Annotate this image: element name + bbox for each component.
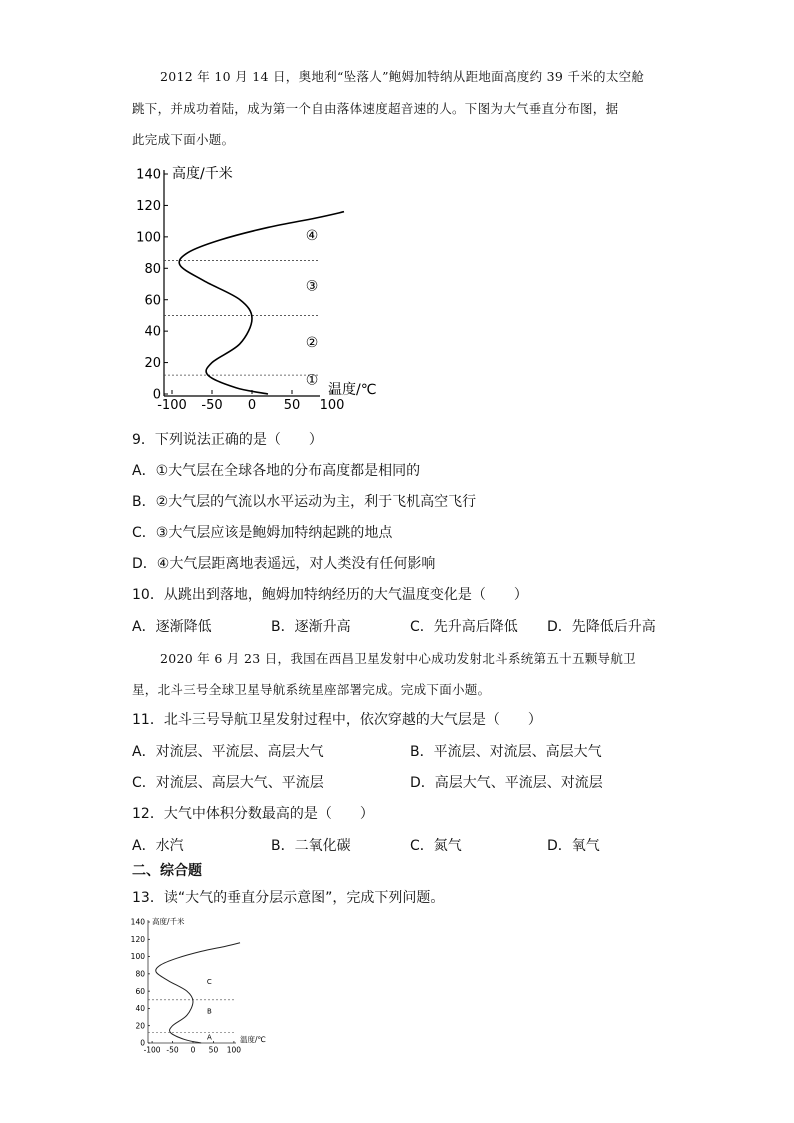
layer-label: A <box>206 1033 212 1042</box>
layer-label: B <box>206 1007 212 1016</box>
y-tick-label: 60 <box>144 293 161 309</box>
q12-option-c[interactable]: C．氮气 <box>410 838 462 854</box>
y-tick-label: 0 <box>140 1038 145 1048</box>
q9-stem: 9．下列说法正确的是（ ） <box>132 432 323 448</box>
layer-label: C <box>206 978 212 987</box>
x-tick-label: 0 <box>247 398 257 410</box>
x-tick-label: 0 <box>190 1045 196 1054</box>
temperature-curve <box>179 212 344 394</box>
y-tick-label: 80 <box>135 969 145 979</box>
x-axis-label: 温度/℃ <box>328 382 377 398</box>
y-tick-label: 100 <box>136 230 161 246</box>
q10-stem: 10．从跳出到落地，鲍姆加特纳经历的大气温度变化是（ ） <box>132 587 528 603</box>
x-tick-label: -50 <box>166 1045 179 1054</box>
q9-option-d[interactable]: D．④大气层距离地表遥远，对人类没有任何影响 <box>132 556 436 572</box>
layer-label: ② <box>305 334 319 351</box>
q9-option-a[interactable]: A．①大气层在全球各地的分布高度都是相同的 <box>132 463 421 479</box>
q9-option-b[interactable]: B．②大气层的气流以水平运动为主，利于飞机高空飞行 <box>132 494 477 510</box>
x-tick-label: -100 <box>143 1045 161 1054</box>
q11-option-b[interactable]: B．平流层、对流层、高层大气 <box>410 744 602 760</box>
temperature-curve <box>156 943 240 1043</box>
q10-option-a[interactable]: A．逐渐降低 <box>132 619 212 635</box>
section-heading: 二、综合题 <box>132 863 202 879</box>
q11-stem: 11．北斗三号导航卫星发射过程中，依次穿越的大气层是（ ） <box>132 712 542 728</box>
q9-option-c[interactable]: C．③大气层应该是鲍姆加特纳起跳的地点 <box>132 525 393 541</box>
y-axis-label: 高度/千米 <box>152 917 185 926</box>
q11-option-a[interactable]: A．对流层、平流层、高层大气 <box>132 744 324 760</box>
q12-option-a[interactable]: A．水汽 <box>132 838 184 854</box>
q11-option-c[interactable]: C．对流层、高层大气、平流层 <box>132 775 324 791</box>
x-tick-label: -100 <box>157 398 187 410</box>
y-axis-label: 高度/千米 <box>172 166 233 182</box>
y-tick-label: 80 <box>144 261 161 277</box>
intro1-line1: 2012 年 10 月 14 日，奥地利“坠落人”鲍姆加特纳从距地面高度约 39 千米的太空舱 <box>160 69 645 84</box>
atmosphere-vertical-chart-2 <box>128 912 278 1054</box>
q10-option-d[interactable]: D．先降低后升高 <box>547 619 656 635</box>
y-tick-label: 40 <box>135 1004 145 1014</box>
q12-option-d[interactable]: D．氧气 <box>547 838 600 854</box>
x-tick-label: -50 <box>201 398 223 410</box>
layer-label: ① <box>305 372 319 389</box>
y-tick-label: 120 <box>130 934 145 944</box>
y-tick-label: 100 <box>130 952 145 962</box>
y-tick-label: 20 <box>144 356 161 372</box>
x-tick-label: 50 <box>208 1045 219 1054</box>
q10-option-b[interactable]: B．逐渐升高 <box>271 619 351 635</box>
q11-option-d[interactable]: D．高层大气、平流层、对流层 <box>410 775 603 791</box>
q12-stem: 12．大气中体积分数最高的是（ ） <box>132 806 374 822</box>
y-tick-label: 20 <box>135 1021 145 1031</box>
y-tick-label: 40 <box>144 324 161 340</box>
x-tick-label: 100 <box>226 1045 242 1054</box>
q13-stem: 13．读“大气的垂直分层示意图”，完成下列问题。 <box>132 890 445 906</box>
q12-option-b[interactable]: B．二氧化碳 <box>271 838 351 854</box>
y-tick-label: 120 <box>136 198 161 214</box>
layer-label: ④ <box>305 228 319 244</box>
y-tick-label: 0 <box>152 387 161 403</box>
q10-option-c[interactable]: C．先升高后降低 <box>410 619 518 635</box>
x-axis-label: 温度/℃ <box>240 1035 266 1044</box>
intro2-line2: 星，北斗三号全球卫星导航系统星座部署完成。完成下面小题。 <box>132 682 491 697</box>
x-tick-label: 100 <box>319 398 345 410</box>
y-tick-label: 140 <box>130 917 145 927</box>
intro2-line1: 2020 年 6 月 23 日，我国在西昌卫星发射中心成功发射北斗系统第五十五颗导航卫 <box>160 651 636 666</box>
intro1-line3: 此完成下面小题。 <box>132 132 235 147</box>
intro1-line2: 跳下，并成功着陆，成为第一个自由落体速度超音速的人。下图为大气垂直分布图，据 <box>132 101 619 116</box>
x-tick-label: 50 <box>283 398 301 410</box>
y-tick-label: 60 <box>135 986 145 996</box>
y-tick-label: 140 <box>136 167 161 183</box>
atmosphere-vertical-chart-1 <box>120 160 400 410</box>
layer-label: ③ <box>305 278 319 295</box>
